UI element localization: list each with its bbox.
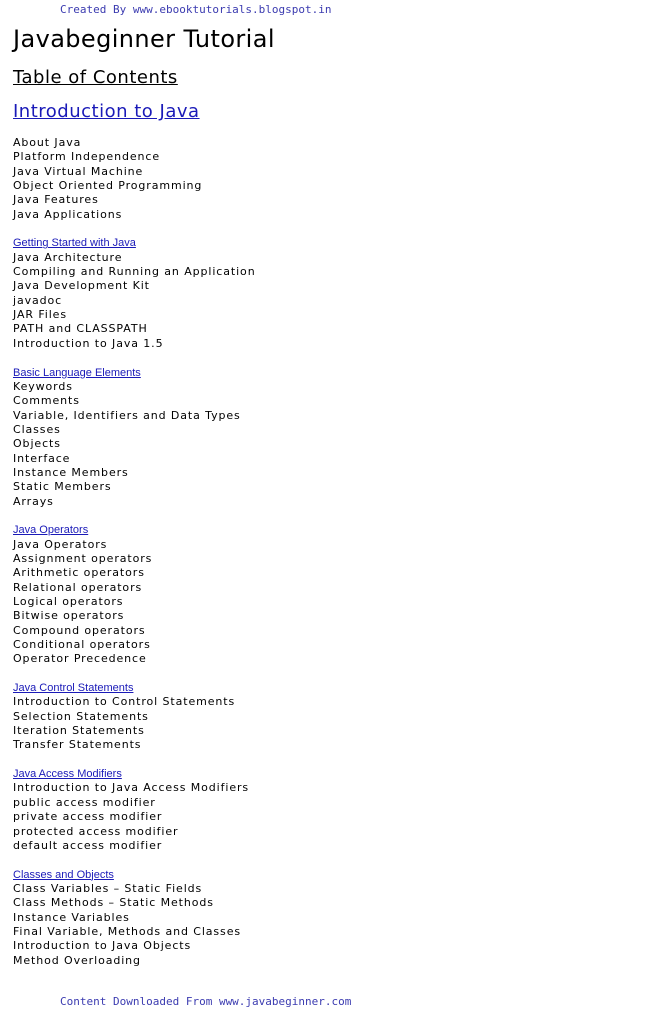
list-item: Bitwise operators [13,609,125,623]
list-item: public access modifier [13,795,156,809]
list-item: Platform Independence [13,150,161,164]
list-item: Introduction to Control Statements [13,695,236,709]
list-item: Assignment operators [13,551,153,565]
section-java-operators [13,523,256,666]
list-item: Introduction to Java 1.5 [13,336,164,350]
list-item: Interface [13,451,71,465]
section-link[interactable]: Basic Language Elements [13,366,141,379]
list-item: Introduction to Java Objects [13,939,192,953]
footer-note: Content Downloaded From www.javabeginner.com [60,995,352,1008]
section-link[interactable]: Java Operators [13,524,89,537]
list-item: Operator Precedence [13,652,147,666]
list-item: private access modifier [13,810,163,824]
list-item: Classes [13,422,61,436]
intro-to-java-link[interactable]: Introduction to Java [13,101,200,122]
list-item: Relational operators [13,580,143,594]
list-item: Arrays [13,494,54,508]
list-item: Static Members [13,480,112,494]
list-item: Java Architecture [13,250,123,264]
toc-heading: Table of Contents [13,67,178,88]
list-item: About Java [13,136,82,149]
list-item: Introduction to Java Access Modifiers [13,781,250,795]
list-item: JAR Files [13,308,67,322]
list-item: Java Virtual Machine [13,164,144,178]
list-item: default access modifier [13,838,163,852]
list-item: javadoc [13,293,63,307]
list-item: Arithmetic operators [13,566,145,580]
list-item: Compiling and Running an Application [13,265,256,279]
list-item: Transfer Statements [13,738,142,752]
list-item: Instance Members [13,465,129,479]
list-item: Instance Variables [13,910,130,924]
list-item: Conditional operators [13,638,151,652]
list-item: Java Operators [13,537,108,551]
list-item: Iteration Statements [13,724,145,738]
intro-items-list [13,136,256,222]
section-basic-language-elements [13,366,256,509]
list-item: Compound operators [13,623,146,637]
list-item: Class Methods – Static Methods [13,896,214,910]
list-item: Class Variables – Static Fields [13,881,203,895]
section-classes-and-objects [13,868,256,968]
list-item: Logical operators [13,595,124,608]
list-item: PATH and CLASSPATH [13,322,148,336]
list-item: Object Oriented Programming [13,179,203,193]
list-item: Objects [13,437,61,451]
list-item: Selection Statements [13,709,149,723]
list-item: Comments [13,394,80,408]
list-item: Java Applications [13,207,123,221]
section-getting-started [13,236,256,351]
list-item: Java Development Kit [13,279,150,293]
list-item: protected access modifier [13,824,179,838]
list-item: Final Variable, Methods and Classes [13,924,241,938]
list-item: Method Overloading [13,953,141,967]
header-note: Created By www.ebooktutorials.blogspot.in [60,3,332,16]
section-link[interactable]: Java Access Modifiers [13,768,122,781]
list-item: Java Features [13,193,99,207]
section-link[interactable]: Java Control Statements [13,682,134,695]
list-item: Variable, Identifiers and Data Types [13,408,241,422]
section-link[interactable]: Classes and Objects [13,868,114,881]
section-link[interactable]: Getting Started with Java [13,237,136,250]
page-title: Javabeginner Tutorial [13,25,275,53]
toc-content [13,136,256,982]
section-java-control-statements [13,681,256,753]
list-item: Keywords [13,379,73,393]
section-java-access-modifiers [13,767,256,853]
